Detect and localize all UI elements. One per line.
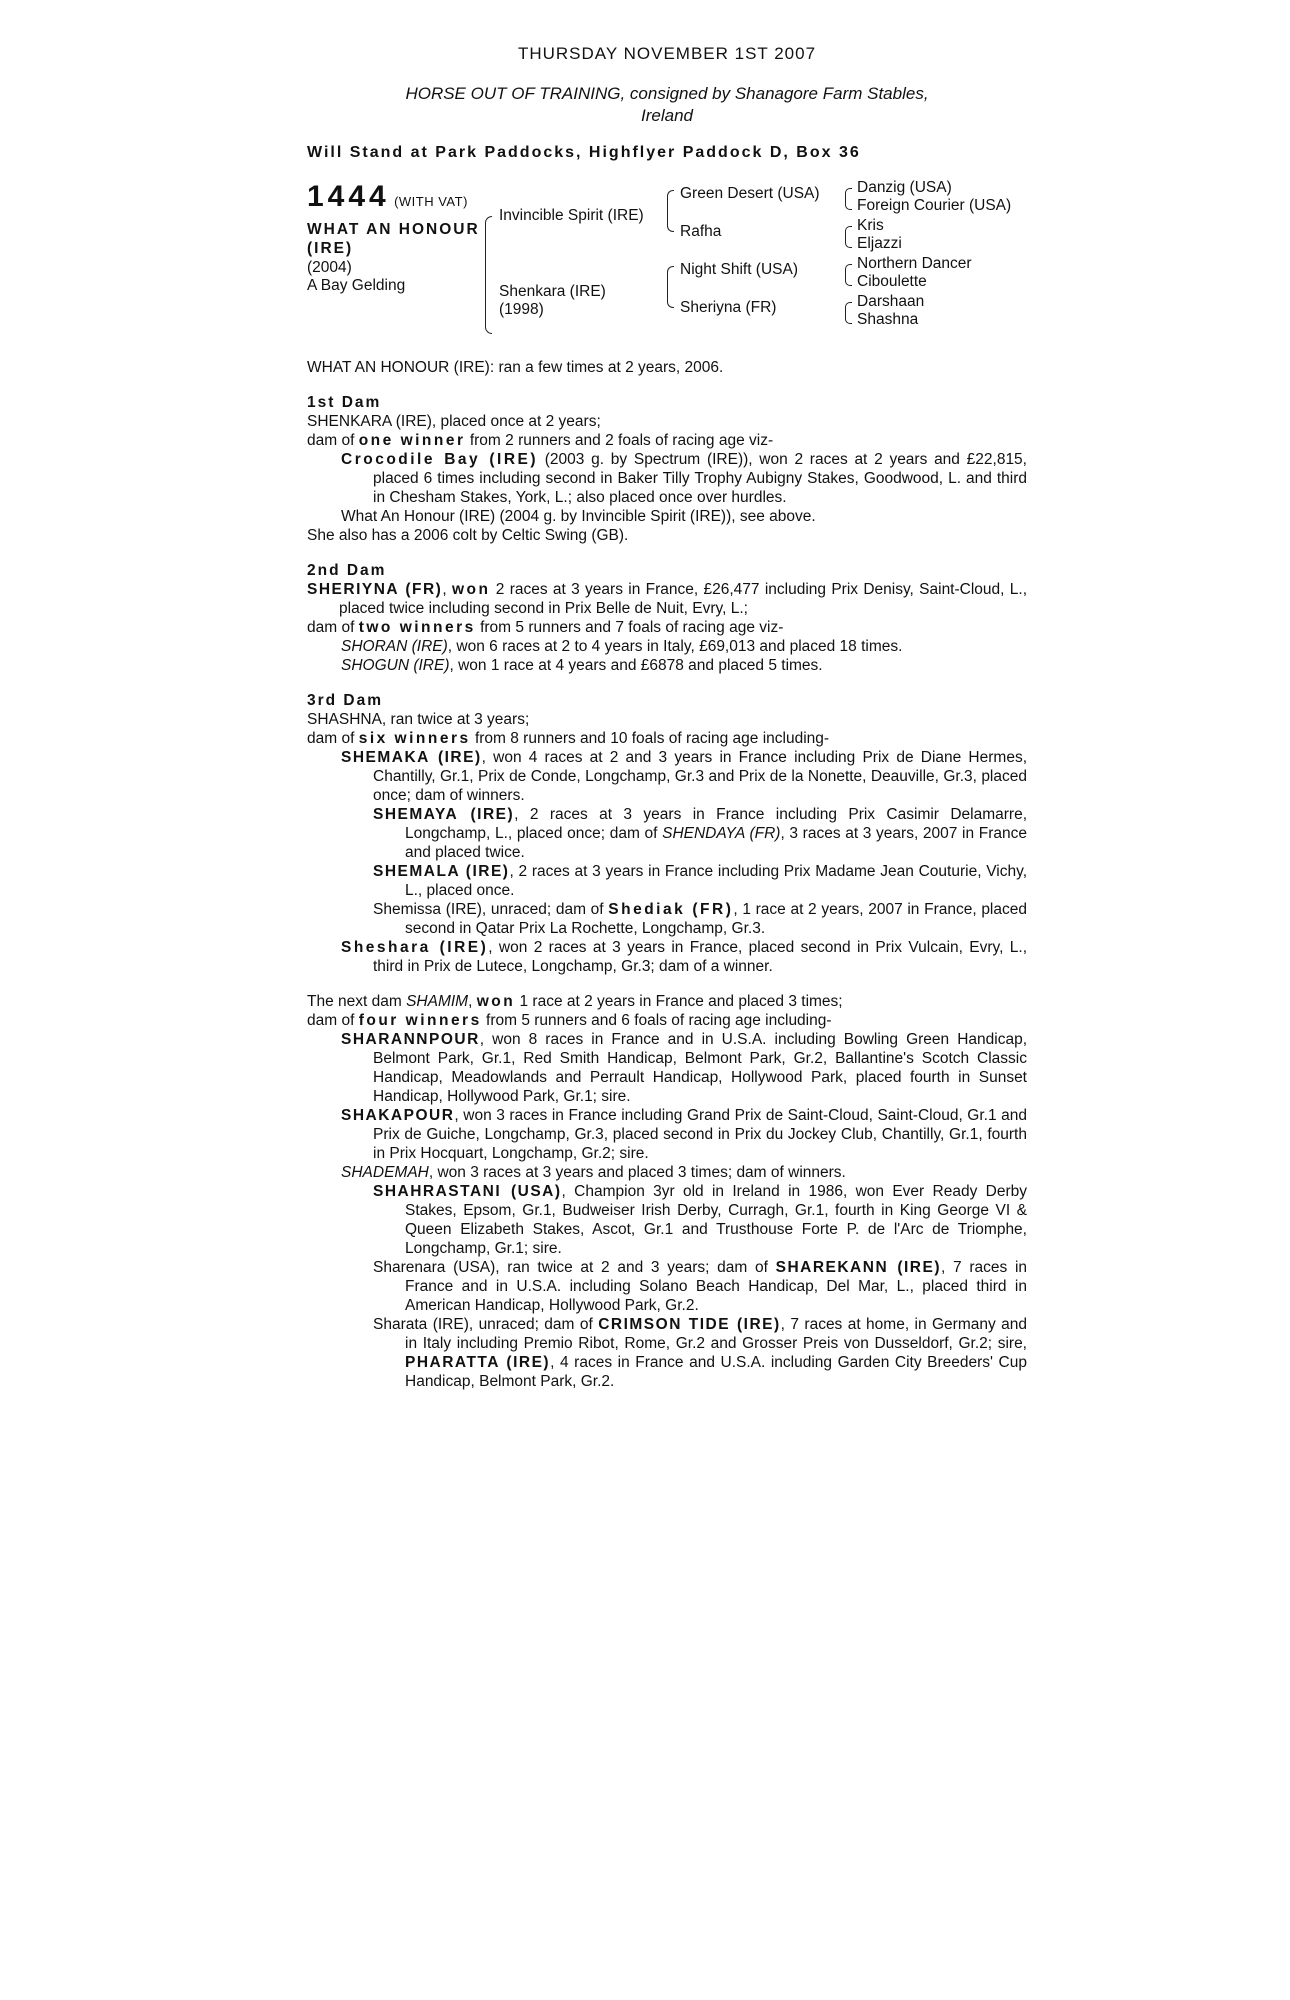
gen3-1: Danzig (USA) bbox=[857, 179, 952, 196]
produce-entry: Sheshara (IRE), won 2 races at 3 years in France, placed second in Prix Vulcain, Evry, L., third in Prix de Lutece, Longchamp, Gr.3; dam of a winner. bbox=[341, 939, 1027, 975]
produce-entry: SHARANNPOUR, won 8 races in France and in U.S.A. including Bowling Green Handicap, Belmont Park, Gr.1, Red Smith Handicap, Belmont Park, Gr.2, Ballantine's Scotch Classic Handicap, Meadowlands and Perrault Handicap, Hollywood Park, placed fourth in Sunset Handicap, Hollywood Park, Gr.1; sire. bbox=[341, 1031, 1027, 1105]
first-dam-heading: 1st Dam bbox=[307, 394, 382, 411]
produce-entry: SHEMAYA (IRE), 2 races at 3 years in France including Prix Casimir Delamarre, Longchamp, L., placed once; dam of SHENDAYA (FR), 3 races at 3 years, 2007 in France and placed twice. bbox=[373, 806, 1027, 861]
first-dam-line: SHENKARA (IRE), placed once at 2 years; bbox=[307, 413, 601, 430]
third-dam-line: SHASHNA, ran twice at 3 years; bbox=[307, 711, 530, 728]
produce-entry: Sharata (IRE), unraced; dam of CRIMSON TIDE (IRE), 7 races at home, in Germany and in Italy including Premio Ribot, Rome, Gr.2 and Grosser Preis von Dusseldorf, Gr.2; sire, PHARATTA (IRE), 4 races in France and U.S.A. including Garden City Breeders' Cup Handicap, Belmont Park, Gr.2. bbox=[373, 1316, 1028, 1390]
produce-entry: SHEMAKA (IRE), won 4 races at 2 and 3 years in France including Prix de Diane Hermes, Chantilly, Gr.1, Prix de Conde, Longchamp, Gr.3 and Prix de la Nonette, Deauville, Gr.3, placed once; dam of winners. bbox=[341, 749, 1027, 804]
sire-dam: Rafha bbox=[680, 223, 722, 240]
second-dam-produce: dam of two winners from 5 runners and 7 foals of racing age viz- bbox=[307, 619, 784, 636]
sale-date: THURSDAY NOVEMBER 1ST 2007 bbox=[517, 44, 817, 63]
brace-g1 bbox=[845, 188, 852, 210]
produce-entry: SHAKAPOUR, won 3 races in France including Grand Prix de Saint-Cloud, Saint-Cloud, Gr.1 and Prix de Guiche, Longchamp, Gr.3, placed second in Prix du Jockey Club, Chantilly, Gr.1, fourth in Prix Hocquart, Longchamp, Gr.2; sire. bbox=[341, 1107, 1027, 1162]
vat-note: (WITH VAT) bbox=[394, 194, 468, 209]
produce-entry: Sharenara (USA), ran twice at 2 and 3 years; dam of SHAREKANN (IRE), 7 races in France and in U.S.A. including Solano Beach Handicap, Del Mar, L., placed third in American Handicap, Hollywood Park, Gr.2. bbox=[373, 1259, 1028, 1314]
lot-heading bbox=[307, 182, 468, 212]
produce-entry: SHAHRASTANI (USA), Champion 3yr old in Ireland in 1986, won Ever Ready Derby Stakes, Epsom, Gr.1, Budweiser Irish Derby, Curragh, Gr.1, fourth in King George VI & Queen Elizabeth Stakes, Ascot, Gr.1 and Trusthouse Forte P. de l'Arc de Triomphe, Longchamp, Gr.1; sire. bbox=[373, 1183, 1027, 1257]
race-summary: WHAT AN HONOUR (IRE): ran a few times at 2 years, 2006. bbox=[307, 359, 724, 376]
produce-entry: Shemissa (IRE), unraced; dam of Shediak (FR), 1 race at 2 years, 2007 in France, placed second in Qatar Prix La Rochette, Longchamp, Gr.3. bbox=[373, 901, 1027, 937]
gen3-6: Ciboulette bbox=[857, 273, 927, 290]
next-dam-section bbox=[307, 992, 1027, 1391]
dam-line-2: (1998) bbox=[499, 301, 544, 318]
first-dam-note: She also has a 2006 colt by Celtic Swing (GB). bbox=[307, 527, 629, 544]
dam-dam: Sheriyna (FR) bbox=[680, 299, 777, 316]
gen3-7: Darshaan bbox=[857, 293, 925, 310]
next-dam-produce: dam of four winners from 5 runners and 6 foals of racing age including- bbox=[307, 1012, 832, 1029]
horse-name-line-2: (IRE) bbox=[307, 240, 354, 257]
dam-line-1: Shenkara (IRE) bbox=[499, 283, 606, 300]
produce-entry: SHADEMAH, won 3 races at 3 years and placed 3 times; dam of winners. bbox=[341, 1164, 846, 1181]
pedigree-block bbox=[307, 180, 1027, 340]
third-dam-section bbox=[307, 691, 1027, 976]
brace-g4 bbox=[845, 302, 852, 324]
gen3-2: Foreign Courier (USA) bbox=[857, 197, 1012, 214]
gen3-4: Eljazzi bbox=[857, 235, 902, 252]
sire-sire: Green Desert (USA) bbox=[680, 185, 820, 202]
produce-entry: SHORAN (IRE), won 6 races at 2 to 4 years in Italy, £69,013 and placed 18 times. bbox=[341, 638, 903, 655]
first-dam-produce: dam of one winner from 2 runners and 2 foals of racing age viz- bbox=[307, 432, 774, 449]
brace-g2 bbox=[845, 226, 852, 248]
lot-number: 1444 bbox=[307, 180, 390, 213]
horse-name-line-1: WHAT AN HONOUR bbox=[307, 221, 480, 238]
produce-entry: What An Honour (IRE) (2004 g. by Invincible Spirit (IRE)), see above. bbox=[341, 508, 816, 525]
gen3-3: Kris bbox=[857, 217, 884, 234]
produce-entry: SHEMALA (IRE), 2 races at 3 years in France including Prix Madame Jean Couturie, Vichy, L., placed once. bbox=[373, 863, 1028, 899]
stand-location: Will Stand at Park Paddocks, Highflyer Paddock D, Box 36 bbox=[307, 144, 861, 161]
second-dam-section bbox=[307, 561, 1027, 675]
brace-g3 bbox=[845, 264, 852, 286]
dam-sire: Night Shift (USA) bbox=[680, 261, 799, 278]
produce-entry: Crocodile Bay (IRE) (2003 g. by Spectrum (IRE)), won 2 races at 2 years and £22,815, placed 6 times including second in Baker Tilly Trophy Aubigny Stakes, Goodwood, L. and third in Chesham Stakes, York, L.; also placed once over hurdles. bbox=[341, 451, 1027, 506]
brace-dam bbox=[667, 266, 674, 308]
first-dam-section bbox=[307, 393, 1027, 545]
next-dam-line: The next dam SHAMIM, won 1 race at 2 years in France and placed 3 times; bbox=[307, 993, 843, 1010]
gen3-8: Shashna bbox=[857, 311, 919, 328]
second-dam-heading: 2nd Dam bbox=[307, 562, 387, 579]
consignment bbox=[307, 83, 1027, 127]
foaling-year: (2004) bbox=[307, 259, 352, 276]
second-dam-line: SHERIYNA (FR), won 2 races at 3 years in France, £26,477 including Prix Denisy, Saint-Cloud, L., placed twice including second in Prix Belle de Nuit, Evry, L.; bbox=[307, 581, 1028, 617]
brace-sire bbox=[667, 190, 674, 232]
brace-gen1 bbox=[485, 216, 492, 334]
consignment-line-2: Ireland bbox=[641, 106, 693, 125]
gen3-5: Northern Dancer bbox=[857, 255, 972, 272]
sire: Invincible Spirit (IRE) bbox=[499, 207, 644, 224]
catalogue-page bbox=[307, 44, 1027, 1391]
third-dam-heading: 3rd Dam bbox=[307, 692, 384, 709]
consignment-line-1: HORSE OUT OF TRAINING, consigned by Shanagore Farm Stables, bbox=[405, 84, 929, 103]
produce-entry: SHOGUN (IRE), won 1 race at 4 years and £6878 and placed 5 times. bbox=[341, 657, 823, 674]
third-dam-produce: dam of six winners from 8 runners and 10 foals of racing age including- bbox=[307, 730, 830, 747]
horse-description: A Bay Gelding bbox=[307, 277, 406, 294]
